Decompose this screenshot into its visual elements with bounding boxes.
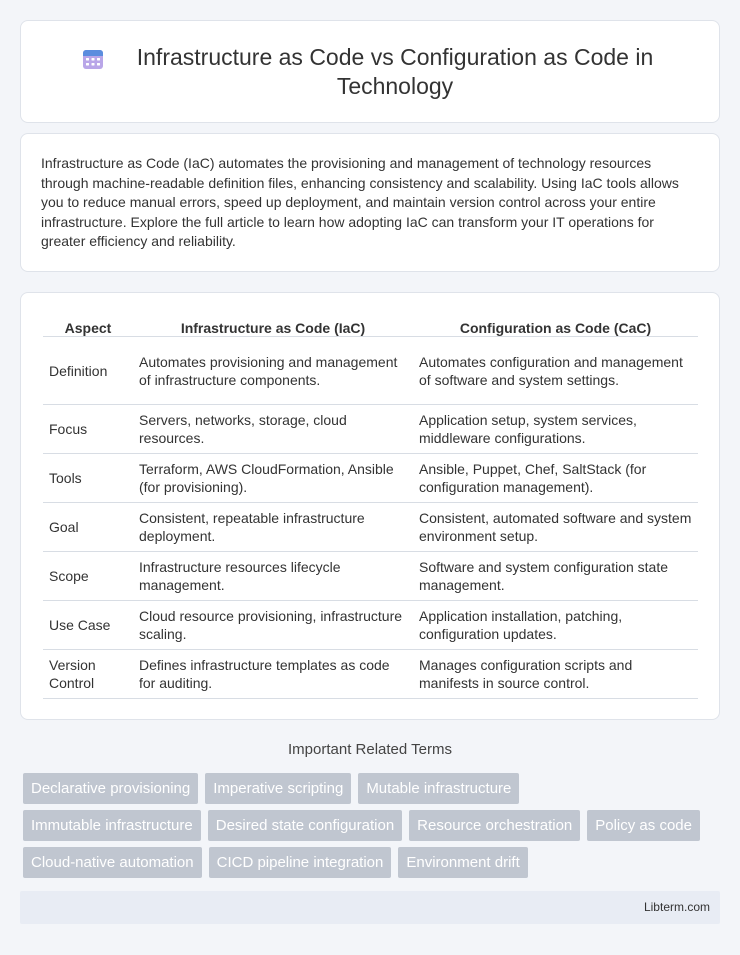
cell-iac: Consistent, repeatable infrastructure deployment. — [133, 503, 413, 552]
title-card — [20, 20, 720, 123]
cell-aspect: Version Control — [43, 650, 133, 699]
intro-card — [20, 133, 720, 272]
cell-cac: Application installation, patching, configuration updates. — [413, 601, 698, 650]
related-terms-list — [23, 773, 703, 878]
table-header-row — [43, 317, 698, 337]
cell-cac: Software and system configuration state management. — [413, 552, 698, 601]
table-row — [43, 650, 698, 699]
table-row — [43, 405, 698, 454]
intro-paragraph: Infrastructure as Code (IaC) automates the provisioning and management of technology resources through machine-readable definition files, enhancing consistency and scalability. Using IaC tools allows you to reduce manual errors, speed up deployment, and maintain version control across your entire infrastructure. Explore the full article to learn how adopting IaC can transform your IT operations for greater efficiency and reliability. — [41, 155, 679, 249]
header-aspect: Aspect — [43, 317, 133, 337]
cell-aspect: Tools — [43, 454, 133, 503]
term-tag[interactable]: Environment drift — [398, 847, 527, 878]
header-cac: Configuration as Code (CaC) — [413, 317, 698, 337]
term-tag[interactable]: Resource orchestration — [409, 810, 580, 841]
term-tag[interactable]: CICD pipeline integration — [209, 847, 392, 878]
cell-aspect: Definition — [43, 337, 133, 405]
cell-aspect: Focus — [43, 405, 133, 454]
cell-aspect: Goal — [43, 503, 133, 552]
term-tag[interactable]: Policy as code — [587, 810, 700, 841]
term-tag[interactable]: Declarative provisioning — [23, 773, 198, 804]
cell-iac: Cloud resource provisioning, infrastructure scaling. — [133, 601, 413, 650]
cell-cac: Manages configuration scripts and manifests in source control. — [413, 650, 698, 699]
table-row — [43, 337, 698, 405]
cell-aspect: Scope — [43, 552, 133, 601]
header-iac: Infrastructure as Code (IaC) — [133, 317, 413, 337]
cell-cac: Application setup, system services, middleware configurations. — [413, 405, 698, 454]
term-tag[interactable]: Desired state configuration — [208, 810, 402, 841]
comparison-table — [43, 317, 698, 699]
cell-iac: Infrastructure resources lifecycle management. — [133, 552, 413, 601]
cell-cac: Consistent, automated software and system environment setup. — [413, 503, 698, 552]
cell-iac: Servers, networks, storage, cloud resources. — [133, 405, 413, 454]
table-row — [43, 601, 698, 650]
cell-cac: Automates configuration and management of software and system settings. — [413, 337, 698, 405]
cell-aspect: Use Case — [43, 601, 133, 650]
cell-iac: Defines infrastructure templates as code for auditing. — [133, 650, 413, 699]
table-row — [43, 454, 698, 503]
term-tag[interactable]: Mutable infrastructure — [358, 773, 519, 804]
comparison-card — [20, 292, 720, 720]
term-tag[interactable]: Immutable infrastructure — [23, 810, 201, 841]
table-row — [43, 552, 698, 601]
page-title: Infrastructure as Code vs Configuration as Code in Technology — [136, 44, 654, 99]
footer-site-link[interactable]: Libterm.com — [643, 900, 710, 914]
cell-cac: Ansible, Puppet, Chef, SaltStack (for configuration management). — [413, 454, 698, 503]
cell-iac: Terraform, AWS CloudFormation, Ansible (for provisioning). — [133, 454, 413, 503]
related-terms-heading: Important Related Terms — [288, 741, 452, 758]
term-tag[interactable]: Cloud-native automation — [23, 847, 202, 878]
cell-iac: Automates provisioning and management of infrastructure components. — [133, 337, 413, 405]
term-tag[interactable]: Imperative scripting — [205, 773, 351, 804]
footer — [20, 891, 720, 924]
table-row — [43, 503, 698, 552]
